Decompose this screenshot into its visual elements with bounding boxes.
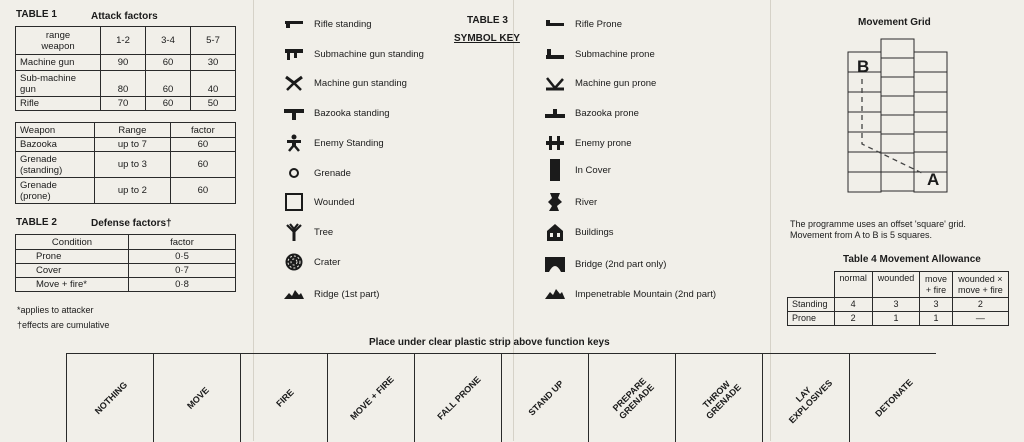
table-cell: Machine gun [16,55,101,71]
mg-standing-icon [283,75,305,91]
table-cell: 2 [834,312,872,326]
table-cell: 0·7 [129,264,236,278]
function-key: MOVE [153,354,241,442]
symbol-entry: Crater [283,254,340,270]
symbol-entry: Rifle standing [283,16,372,32]
symbol-entry: Buildings [544,224,614,240]
table-cell: 50 [191,97,236,111]
symbol-entry: Bridge (2nd part only) [544,256,666,272]
table-header-cell: wounded × move + fire [952,272,1008,298]
function-key: PREPARE GRENADE [588,354,676,442]
rifle-standing-icon [283,16,305,32]
table-cell: up to 7 [95,138,171,152]
grenade-icon [283,165,305,181]
symbol-entry: Wounded [283,194,355,210]
table-cell: Move + fire* [16,278,129,292]
symbol-entry: Rifle Prone [544,16,622,32]
table-cell: Standing [788,298,835,312]
function-key: STAND UP [501,354,589,442]
table-cell: Rifle [16,97,101,111]
table1-title: TABLE 1 [16,9,57,20]
symbol-entry: Submachine gun standing [283,46,424,62]
table3-title: TABLE 3 [467,15,508,26]
function-key: MOVE + FIRE [327,354,415,442]
table-header-cell: factor [170,123,235,138]
table2-title: TABLE 2 [16,217,57,228]
table-cell: 1 [872,312,920,326]
table-cell: up to 2 [95,178,171,204]
table-cell: Grenade (prone) [16,178,95,204]
bazooka-standing-icon [283,105,305,121]
table-header-cell: move + fire [920,272,952,298]
buildings-icon [544,224,566,240]
bazooka-prone-icon [544,105,566,121]
table-cell: 1 [920,312,952,326]
footnote-attacker: *applies to attacker [17,305,94,315]
crater-icon [283,254,305,270]
table-cell: 70 [101,97,146,111]
grid-caption: The programme uses an offset 'square' grid. Movement from A to B is 5 squares. [790,219,966,240]
rifle-prone-icon [544,16,566,32]
table-cell: — [952,312,1008,326]
table-cell: up to 3 [95,152,171,178]
movement-allowance-table [787,271,1009,326]
tree-icon [283,224,305,240]
table-header-cell: wounded [872,272,920,298]
table-header-cell: 1-2 [101,27,146,55]
mountain-icon [544,286,566,302]
table-cell: 80 [101,71,146,97]
table-cell: 60 [146,71,191,97]
enemy-standing-icon [283,135,305,151]
enemy-prone-icon [544,135,566,151]
table-cell: 2 [952,298,1008,312]
symbol-entry: Machine gun standing [283,75,407,91]
movement-grid-title: Movement Grid [858,17,931,28]
special-weapons-table [15,122,236,204]
table-header-cell: normal [834,272,872,298]
table-cell: 3 [872,298,920,312]
function-key: THROW GRENADE [675,354,763,442]
table-cell: 0·8 [129,278,236,292]
table4-title: Table 4 Movement Allowance [843,254,981,265]
smg-prone-icon [544,46,566,62]
table3-subtitle: SYMBOL KEY [454,33,520,44]
table-cell: 60 [146,55,191,71]
in-cover-icon [544,162,566,178]
table-cell: Prone [16,250,129,264]
mg-prone-icon [544,75,566,91]
function-key: FIRE [240,354,328,442]
symbol-entry: Machine gun prone [544,75,656,91]
table-cell: Sub-machine gun [16,71,101,97]
table-cell: 40 [191,71,236,97]
symbol-entry: Impenetrable Mountain (2nd part) [544,286,716,302]
wounded-icon [283,194,305,210]
symbol-entry: Enemy Standing [283,135,384,151]
table-header-cell: range weapon [16,27,101,55]
bridge-icon [544,256,566,272]
symbol-entry: Enemy prone [544,135,632,151]
table-cell: 90 [101,55,146,71]
function-key: NOTHING [66,354,154,442]
smg-standing-icon [283,46,305,62]
table-header-cell: factor [129,235,236,250]
function-key: LAY EXPLOSIVES [762,354,850,442]
function-key-strip [66,353,936,442]
symbol-entry: Tree [283,224,333,240]
table-header-cell: Weapon [16,123,95,138]
defense-factors-table [15,234,236,292]
footnote-cumulative: †effects are cumulative [17,320,110,330]
grid-label-b: B [857,57,870,76]
function-key: DETONATE [849,354,937,442]
table-header-cell: Range [95,123,171,138]
symbol-entry: Bazooka prone [544,105,639,121]
table-header-cell: 5-7 [191,27,236,55]
function-key: FALL PRONE [414,354,502,442]
table-cell: 30 [191,55,236,71]
symbol-entry: Bazooka standing [283,105,390,121]
table2-subtitle: Defense factors† [91,218,172,229]
table-cell: Prone [788,312,835,326]
table-corner-cell [788,272,835,298]
table-cell: 60 [170,152,235,178]
attack-factors-table [15,26,236,111]
ridge-icon [283,286,305,302]
table1-subtitle: Attack factors [91,11,158,22]
table-cell: 4 [834,298,872,312]
table-cell: 60 [146,97,191,111]
table-cell: Grenade (standing) [16,152,95,178]
grid-label-a: A [927,170,940,189]
table-header-cell: 3-4 [146,27,191,55]
symbol-entry: River [544,194,597,210]
symbol-entry: Grenade [283,165,351,181]
table-cell: 0·5 [129,250,236,264]
table-cell: 60 [170,138,235,152]
symbol-entry: Submachine prone [544,46,655,62]
strip-instruction: Place under clear plastic strip above function keys [369,337,610,348]
river-icon [544,194,566,210]
table-cell: 3 [920,298,952,312]
symbol-entry: Ridge (1st part) [283,286,379,302]
table-cell: 60 [170,178,235,204]
table-cell: Cover [16,264,129,278]
table-cell: Bazooka [16,138,95,152]
symbol-entry: In Cover [544,162,611,178]
table-header-cell: Condition [16,235,129,250]
